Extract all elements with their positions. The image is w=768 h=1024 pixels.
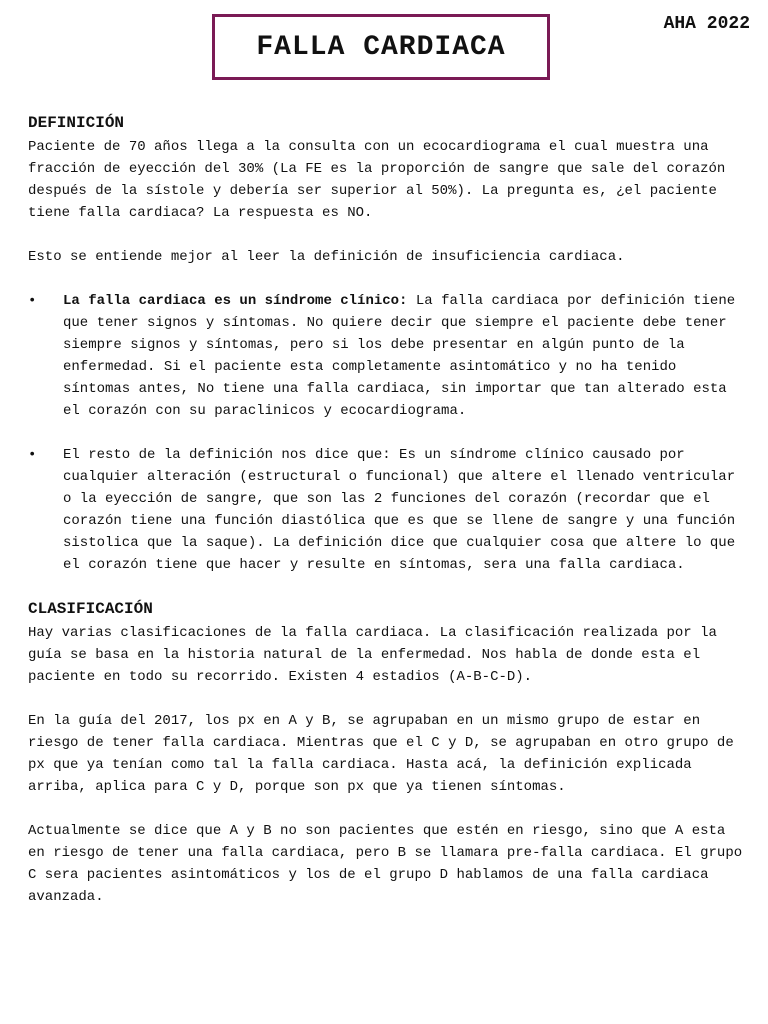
clasificacion-paragraph-2: En la guía del 2017, los px en A y B, se agrupaban en un mismo grupo de estar en riesgo de tener falla cardiaca. Mientras que el C y D, se agrupaban en otro grupo de px que ya tenían como tal la falla cardiaca. Hasta acá, la definición explicada arriba, aplica para C y D, porque son px que ya tienen síntomas. [28, 713, 734, 795]
section-heading-definicion: DEFINICIÓN [28, 114, 125, 132]
bullet-text: El resto de la definición nos dice que: Es un síndrome clínico causado por cualquier alteración (estructural o funcional) que altere el llenado ventricular o la eyección de sangre, que son las 2 funciones del corazón (recordar que el corazón tiene una función diastólica que es que se llene de sangre y una función sistolica que la saque). La definición dice que cualquier cosa que altere lo que el corazón tiene que hacer y resulte en síntomas, sera una falla cardiaca. [63, 447, 736, 573]
title-box [212, 14, 550, 80]
clasificacion-paragraph-3: Actualmente se dice que A y B no son pacientes que estén en riesgo, sino que A esta en riesgo de tener una falla cardiaca, pero B se llamara pre-falla cardiaca. El grupo C sera pacientes asintomáticos y los de el grupo D hablamos de una falla cardiaca avanzada. [28, 823, 743, 905]
page-title: FALLA CARDIACA [256, 31, 506, 63]
bullet-icon: • [28, 447, 37, 463]
bullet-bold-lead: La falla cardiaca es un síndrome clínico: [63, 293, 408, 309]
guideline-tag: AHA 2022 [663, 14, 750, 34]
clasificacion-paragraph-1: Hay varias clasificaciones de la falla cardiaca. La clasificación realizada por la guía se basa en la historia natural de la enfermedad. Nos habla de donde esta el paciente en todo su recorrido. Existen 4 estadios (A-B-C-D). [28, 625, 717, 685]
document-body [28, 110, 750, 908]
list-item [28, 444, 750, 576]
bullet-text: La falla cardiaca por definición tiene que tener signos y síntomas. No quiere decir que siempre el paciente debe tener siempre signos y síntomas, pero si los debe presentar en algún punto de la enfermedad. Si el paciente esta completamente asintomático y no ha tenido síntomas antes, No tiene una falla cardiaca, sin importar que tan alterado esta el corazón con su paraclinicos y ecocardiograma. [63, 293, 736, 419]
list-item [28, 290, 750, 422]
definicion-bullet-list [28, 290, 750, 576]
section-heading-clasificacion: CLASIFICACIÓN [28, 600, 153, 618]
definicion-paragraph-1: Paciente de 70 años llega a la consulta con un ecocardiograma el cual muestra una fracción de eyección del 30% (La FE es la proporción de sangre que sale del corazón después de la sístole y debería ser superior al 50%). La pregunta es, ¿el paciente tiene falla cardiaca? La respuesta es NO. [28, 139, 726, 221]
bullet-icon: • [28, 293, 37, 309]
definicion-paragraph-2: Esto se entiende mejor al leer la definición de insuficiencia cardiaca. [28, 249, 625, 265]
